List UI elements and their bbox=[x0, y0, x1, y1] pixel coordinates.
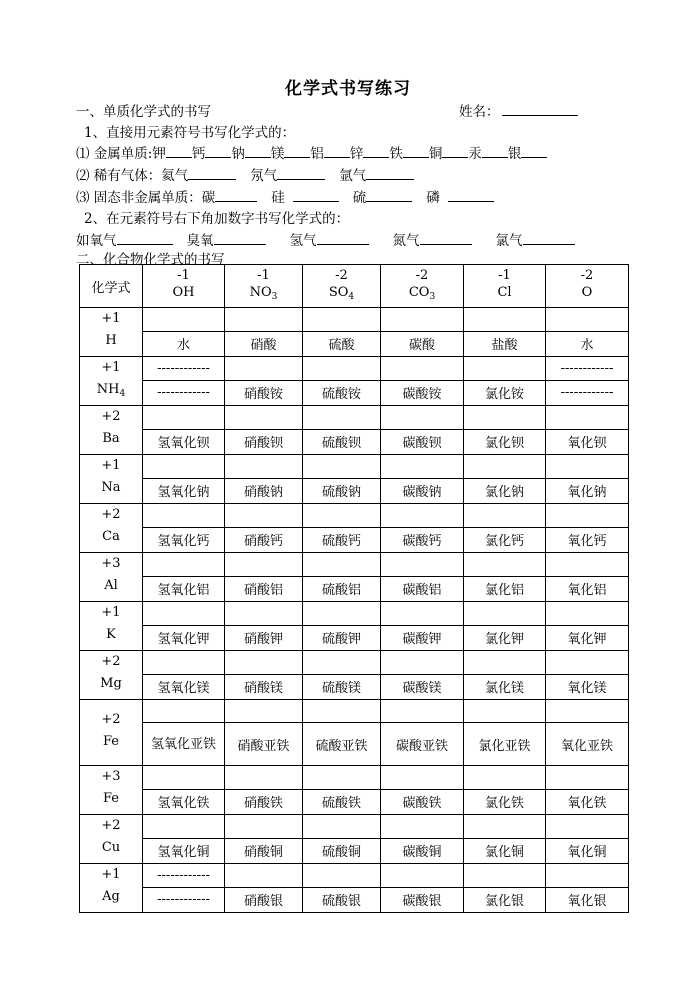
cation-symbol: Na bbox=[101, 480, 121, 495]
formula-answer-cell[interactable] bbox=[381, 553, 464, 577]
compound-name-cell: 碳酸铁 bbox=[381, 789, 464, 814]
compound-name-cell: 硝酸银 bbox=[225, 887, 303, 912]
formula-answer-cell[interactable] bbox=[225, 406, 303, 430]
diatomic-gases-line: 如氧气 臭氧 氢气 氮气 氯气 bbox=[76, 229, 575, 249]
compound-name-cell: 硝酸钡 bbox=[225, 429, 303, 454]
cation-charge: +2 bbox=[101, 818, 121, 833]
compound-name-cell: 硝酸铁 bbox=[225, 789, 303, 814]
cation-charge: +2 bbox=[101, 711, 121, 727]
cation-symbol: Ca bbox=[102, 529, 120, 544]
compound-name-cell: 硫酸 bbox=[303, 331, 381, 356]
compound-name-cell: 氯化铝 bbox=[464, 576, 546, 601]
formula-answer-cell[interactable] bbox=[381, 308, 464, 332]
formula-answer-cell[interactable] bbox=[143, 308, 225, 332]
cation-cell bbox=[80, 651, 143, 700]
compound-name-cell: 碳酸钠 bbox=[381, 478, 464, 503]
metal-prefix: ⑴ 金属单质: bbox=[76, 146, 153, 162]
formula-answer-cell[interactable] bbox=[225, 864, 303, 888]
formula-answer-cell[interactable] bbox=[381, 815, 464, 839]
compound-name-cell: 氯化铵 bbox=[464, 380, 546, 405]
cation-cell bbox=[80, 308, 143, 357]
compound-name-cell: 氧化铜 bbox=[546, 838, 629, 863]
compound-name-cell: 氯化铁 bbox=[464, 789, 546, 814]
cation-charge: +2 bbox=[101, 654, 121, 669]
cation-cell bbox=[80, 553, 143, 602]
formula-answer-cell[interactable] bbox=[225, 308, 303, 332]
formula-answer-cell[interactable] bbox=[143, 602, 225, 626]
nonmetals-line: ⑶ 固态非金属单质：碳 硅 硫 磷 bbox=[76, 186, 494, 206]
formula-answer-cell[interactable] bbox=[464, 651, 546, 675]
compound-name-cell: 氧化钠 bbox=[546, 478, 629, 503]
formula-answer-cell[interactable] bbox=[464, 357, 546, 381]
section1-heading: 一、单质化学式的书写 bbox=[76, 104, 211, 120]
formula-answer-cell[interactable] bbox=[303, 815, 381, 839]
cation-row-bottom bbox=[80, 478, 629, 503]
compound-name-cell: 硫酸铵 bbox=[303, 380, 381, 405]
compound-name-cell: 氢氧化铁 bbox=[143, 789, 225, 814]
cation-charge: +1 bbox=[101, 867, 121, 882]
answer-blank[interactable] bbox=[324, 145, 350, 158]
answer-blank[interactable] bbox=[317, 232, 369, 245]
formula-answer-cell[interactable] bbox=[546, 308, 629, 332]
compound-name-cell: 水 bbox=[143, 331, 225, 356]
metal-item: 钾 bbox=[152, 146, 192, 162]
compound-name-cell: 氯化铜 bbox=[464, 838, 546, 863]
cation-row-bottom bbox=[80, 527, 629, 552]
compound-name-cell: 硝酸亚铁 bbox=[225, 723, 303, 766]
formula-answer-cell[interactable] bbox=[464, 455, 546, 479]
answer-blank[interactable] bbox=[420, 232, 472, 245]
formula-answer-cell[interactable] bbox=[225, 553, 303, 577]
metal-item: 锌 bbox=[350, 146, 390, 162]
cation-symbol: Ba bbox=[102, 431, 120, 446]
anion-header: -1 OH bbox=[143, 265, 225, 308]
answer-blank[interactable] bbox=[366, 167, 414, 180]
metal-item: 钙 bbox=[192, 146, 232, 162]
cation-row-top bbox=[80, 700, 629, 723]
metal-item: 铜 bbox=[429, 146, 469, 162]
cation-cell bbox=[80, 864, 143, 913]
noble-prefix: ⑵ 稀有气体： bbox=[76, 168, 162, 184]
formula-answer-cell[interactable] bbox=[381, 455, 464, 479]
formula-answer-cell[interactable] bbox=[143, 553, 225, 577]
anion-header: -1 Cl bbox=[464, 265, 546, 308]
compound-name-cell: 硝酸钠 bbox=[225, 478, 303, 503]
cation-charge: +1 bbox=[101, 458, 121, 473]
cation-row-top bbox=[80, 864, 629, 888]
compound-name-cell: 氧化银 bbox=[546, 887, 629, 912]
table-header-row bbox=[80, 265, 629, 308]
formula-answer-cell[interactable] bbox=[225, 602, 303, 626]
metal-item: 镁 bbox=[271, 146, 311, 162]
cation-row-bottom bbox=[80, 838, 629, 863]
compound-name-cell: 氯化钙 bbox=[464, 527, 546, 552]
compound-name-cell: 硝酸镁 bbox=[225, 674, 303, 699]
cation-charge: +1 bbox=[101, 311, 121, 326]
cation-cell bbox=[80, 766, 143, 815]
cation-charge: +1 bbox=[101, 605, 121, 620]
compound-name-cell: 硝酸 bbox=[225, 331, 303, 356]
compound-name-cell: 氧化铁 bbox=[546, 789, 629, 814]
compound-name-cell: 氧化钾 bbox=[546, 625, 629, 650]
formula-answer-cell[interactable] bbox=[546, 815, 629, 839]
cation-row-top bbox=[80, 308, 629, 332]
page-title: 化学式书写练习 bbox=[285, 79, 411, 99]
cation-row-top bbox=[80, 651, 629, 675]
cation-row-top bbox=[80, 766, 629, 790]
sub-question-1: 1、直接用元素符号书写化学式的： bbox=[84, 125, 296, 141]
section2-heading: 二、化合物化学式的书写 bbox=[76, 252, 225, 268]
cation-charge: +1 bbox=[101, 360, 121, 375]
cation-cell bbox=[80, 815, 143, 864]
formula-answer-cell[interactable] bbox=[381, 406, 464, 430]
compound-name-cell: 氯化银 bbox=[464, 887, 546, 912]
formula-answer-cell[interactable] bbox=[225, 357, 303, 381]
formula-answer-cell[interactable] bbox=[546, 406, 629, 430]
formula-answer-cell[interactable] bbox=[546, 651, 629, 675]
answer-blank[interactable] bbox=[284, 145, 310, 158]
metal-item: 银 bbox=[508, 146, 548, 162]
compound-name-cell: 硫酸铝 bbox=[303, 576, 381, 601]
metal-item: 铝 bbox=[310, 146, 350, 162]
answer-blank[interactable] bbox=[363, 145, 389, 158]
compound-name-cell: 硫酸钾 bbox=[303, 625, 381, 650]
answer-blank[interactable] bbox=[188, 167, 236, 180]
answer-blank[interactable] bbox=[117, 232, 173, 245]
cation-row-top bbox=[80, 357, 629, 381]
compound-name-cell: 氢氧化钾 bbox=[143, 625, 225, 650]
compound-name-cell: ------------ bbox=[546, 380, 629, 405]
formula-answer-cell[interactable] bbox=[303, 864, 381, 888]
compound-name-cell: 氯化钾 bbox=[464, 625, 546, 650]
cation-row-bottom bbox=[80, 723, 629, 766]
cation-row-bottom bbox=[80, 674, 629, 699]
cation-symbol: Ag bbox=[102, 889, 120, 904]
cation-charge: +3 bbox=[101, 556, 121, 571]
compound-name-cell: 硫酸铁 bbox=[303, 789, 381, 814]
formula-answer-cell[interactable] bbox=[381, 700, 464, 723]
formula-answer-cell[interactable] bbox=[381, 864, 464, 888]
formula-answer-cell[interactable] bbox=[303, 651, 381, 675]
formula-answer-cell[interactable] bbox=[464, 864, 546, 888]
compound-name-cell: 硝酸铝 bbox=[225, 576, 303, 601]
compound-name-cell: 氢氧化钡 bbox=[143, 429, 225, 454]
formula-answer-cell[interactable] bbox=[464, 602, 546, 626]
compound-name-cell: 硝酸铜 bbox=[225, 838, 303, 863]
cation-symbol: K bbox=[106, 627, 116, 642]
formula-answer-cell[interactable] bbox=[546, 504, 629, 528]
compound-name-cell: 硫酸钙 bbox=[303, 527, 381, 552]
compound-name-cell: 碳酸镁 bbox=[381, 674, 464, 699]
formula-answer-cell[interactable] bbox=[143, 455, 225, 479]
answer-blank[interactable] bbox=[521, 145, 547, 158]
formula-answer-cell[interactable] bbox=[464, 553, 546, 577]
cation-cell bbox=[80, 357, 143, 406]
compound-name-cell: 氧化铝 bbox=[546, 576, 629, 601]
cation-cell bbox=[80, 700, 143, 766]
compound-name-cell: 氢氧化铝 bbox=[143, 576, 225, 601]
formula-answer-cell[interactable] bbox=[381, 602, 464, 626]
formula-answer-cell[interactable] bbox=[303, 504, 381, 528]
formula-answer-cell[interactable] bbox=[546, 864, 629, 888]
compound-name-cell: 碳酸铜 bbox=[381, 838, 464, 863]
cation-charge: +2 bbox=[101, 409, 121, 424]
formula-answer-cell[interactable] bbox=[225, 815, 303, 839]
compound-name-cell: 硝酸钙 bbox=[225, 527, 303, 552]
formula-answer-cell[interactable] bbox=[464, 504, 546, 528]
compound-name-cell: 碳酸钙 bbox=[381, 527, 464, 552]
corner-cell: 化学式 bbox=[80, 265, 143, 308]
compound-name-cell: 硫酸镁 bbox=[303, 674, 381, 699]
cation-row-bottom bbox=[80, 331, 629, 356]
compound-name-cell: 水 bbox=[546, 331, 629, 356]
answer-blank[interactable] bbox=[245, 145, 271, 158]
cation-cell bbox=[80, 504, 143, 553]
formula-answer-cell[interactable] bbox=[225, 651, 303, 675]
compound-name-cell: 硫酸钠 bbox=[303, 478, 381, 503]
formula-answer-cell[interactable] bbox=[546, 455, 629, 479]
cation-charge: +3 bbox=[101, 769, 121, 784]
answer-blank[interactable] bbox=[166, 145, 192, 158]
cation-cell bbox=[80, 455, 143, 504]
cation-row-top bbox=[80, 455, 629, 479]
cation-symbol: Mg bbox=[100, 676, 122, 691]
formula-answer-cell[interactable] bbox=[381, 651, 464, 675]
metal-item: 汞 bbox=[468, 146, 508, 162]
cation-row-bottom bbox=[80, 576, 629, 601]
compound-name-cell: 氯化镁 bbox=[464, 674, 546, 699]
cation-row-bottom bbox=[80, 380, 629, 405]
compound-name-cell: 硫酸钡 bbox=[303, 429, 381, 454]
compound-name-cell: 硝酸钾 bbox=[225, 625, 303, 650]
cation-symbol: Fe bbox=[102, 791, 119, 806]
formula-answer-cell[interactable] bbox=[303, 308, 381, 332]
compound-name-cell: 氧化钙 bbox=[546, 527, 629, 552]
cation-row-bottom bbox=[80, 429, 629, 454]
formula-answer-cell[interactable] bbox=[546, 602, 629, 626]
compound-name-cell: 氢氧化钙 bbox=[143, 527, 225, 552]
formula-answer-cell[interactable] bbox=[381, 504, 464, 528]
formula-answer-cell[interactable] bbox=[143, 815, 225, 839]
cation-row-top bbox=[80, 815, 629, 839]
answer-blank[interactable] bbox=[205, 145, 231, 158]
answer-blank[interactable] bbox=[482, 145, 508, 158]
formula-answer-cell[interactable] bbox=[381, 766, 464, 790]
formula-answer-cell[interactable]: ------------ bbox=[143, 357, 225, 381]
formula-answer-cell[interactable] bbox=[143, 406, 225, 430]
compound-name-cell: 碳酸铵 bbox=[381, 380, 464, 405]
sub-question-2: 2、在元素符号右下角加数字书写化学式的： bbox=[84, 211, 350, 227]
formula-answer-cell[interactable] bbox=[225, 700, 303, 723]
compound-name-cell: 氯化钡 bbox=[464, 429, 546, 454]
compound-name-cell: 硫酸银 bbox=[303, 887, 381, 912]
formula-answer-cell[interactable] bbox=[303, 406, 381, 430]
compound-name-cell: 氯化钠 bbox=[464, 478, 546, 503]
compound-name-cell: 碳酸 bbox=[381, 331, 464, 356]
compound-name-cell: 碳酸铝 bbox=[381, 576, 464, 601]
formula-answer-cell[interactable] bbox=[464, 406, 546, 430]
compound-name-cell: 碳酸钾 bbox=[381, 625, 464, 650]
formula-answer-cell[interactable] bbox=[303, 602, 381, 626]
formula-answer-cell[interactable] bbox=[303, 700, 381, 723]
formula-answer-cell[interactable] bbox=[225, 455, 303, 479]
formula-answer-cell[interactable] bbox=[546, 553, 629, 577]
formula-answer-cell[interactable] bbox=[464, 308, 546, 332]
compound-name-cell: 氢氧化亚铁 bbox=[143, 723, 225, 766]
compound-name-cell: 氢氧化镁 bbox=[143, 674, 225, 699]
cation-symbol: H bbox=[105, 333, 117, 348]
compound-name-cell: 硫酸铜 bbox=[303, 838, 381, 863]
answer-blank[interactable] bbox=[293, 189, 339, 202]
cation-row-top bbox=[80, 553, 629, 577]
answer-blank[interactable] bbox=[366, 189, 412, 202]
compound-name-cell: ------------ bbox=[143, 380, 225, 405]
compound-name-cell: 氯化亚铁 bbox=[464, 723, 546, 766]
cation-row-bottom bbox=[80, 789, 629, 814]
formula-answer-cell[interactable] bbox=[546, 766, 629, 790]
formula-answer-cell[interactable] bbox=[143, 766, 225, 790]
formula-answer-cell[interactable] bbox=[303, 455, 381, 479]
answer-blank[interactable] bbox=[277, 167, 325, 180]
cation-charge: +2 bbox=[101, 507, 121, 522]
cation-symbol: Fe bbox=[102, 733, 119, 749]
anion-header: -1 $NO_3$ bbox=[225, 265, 303, 308]
formula-answer-cell[interactable]: ------------ bbox=[546, 357, 629, 381]
compound-name-cell: 氧化亚铁 bbox=[546, 723, 629, 766]
noble-gases-line: ⑵ 稀有气体：氦气 氖气 氩气 bbox=[76, 164, 414, 184]
formula-answer-cell[interactable] bbox=[225, 766, 303, 790]
anion-header: -2 O bbox=[546, 265, 629, 308]
compound-name-cell: 硝酸铵 bbox=[225, 380, 303, 405]
compound-name-cell: 碳酸钡 bbox=[381, 429, 464, 454]
answer-blank[interactable] bbox=[403, 145, 429, 158]
answer-blank[interactable] bbox=[215, 189, 257, 202]
anion-header: -2 $SO_4$ bbox=[303, 265, 381, 308]
compound-name-cell: 硫酸亚铁 bbox=[303, 723, 381, 766]
name-field-group bbox=[459, 100, 578, 120]
answer-blank[interactable] bbox=[214, 232, 266, 245]
cation-cell bbox=[80, 602, 143, 651]
compound-name-cell: 盐酸 bbox=[464, 331, 546, 356]
compound-name-cell: 氧化镁 bbox=[546, 674, 629, 699]
compound-name-cell: 氢氧化铜 bbox=[143, 838, 225, 863]
name-label: 姓名： bbox=[459, 104, 500, 120]
cation-cell bbox=[80, 406, 143, 455]
cation-row-bottom bbox=[80, 887, 629, 912]
anion-header: -2 $CO_3$ bbox=[381, 265, 464, 308]
cation-symbol: $NH_4$ bbox=[96, 382, 126, 399]
answer-blank[interactable] bbox=[442, 145, 468, 158]
formula-answer-cell[interactable] bbox=[303, 553, 381, 577]
formula-answer-cell[interactable] bbox=[225, 504, 303, 528]
formula-answer-cell[interactable] bbox=[303, 766, 381, 790]
formula-answer-cell[interactable] bbox=[143, 700, 225, 723]
formula-answer-cell[interactable] bbox=[464, 815, 546, 839]
compound-name-cell: 氢氧化钠 bbox=[143, 478, 225, 503]
formula-answer-cell[interactable] bbox=[464, 700, 546, 723]
cation-row-top bbox=[80, 406, 629, 430]
metal-item: 铁 bbox=[389, 146, 429, 162]
cation-symbol: Cu bbox=[101, 840, 121, 855]
nonmetal-prefix: ⑶ 固态非金属单质： bbox=[76, 190, 202, 206]
formula-answer-cell[interactable] bbox=[143, 651, 225, 675]
cation-row-top bbox=[80, 504, 629, 528]
cation-symbol: Al bbox=[104, 578, 118, 593]
formula-answer-cell[interactable] bbox=[381, 357, 464, 381]
formula-answer-cell[interactable] bbox=[546, 700, 629, 723]
formula-answer-cell[interactable] bbox=[303, 357, 381, 381]
answer-blank[interactable] bbox=[448, 189, 494, 202]
cation-row-top bbox=[80, 602, 629, 626]
metal-elements-line bbox=[76, 142, 547, 162]
metal-item: 钠 bbox=[231, 146, 271, 162]
formula-answer-cell[interactable]: ------------ bbox=[143, 864, 225, 888]
compound-name-cell: 碳酸银 bbox=[381, 887, 464, 912]
name-input-line[interactable] bbox=[502, 103, 578, 116]
compound-name-cell: 氧化钡 bbox=[546, 429, 629, 454]
compound-table bbox=[79, 264, 629, 913]
cation-row-bottom bbox=[80, 625, 629, 650]
formula-answer-cell[interactable] bbox=[143, 504, 225, 528]
compound-name-cell: 碳酸亚铁 bbox=[381, 723, 464, 766]
formula-answer-cell[interactable] bbox=[464, 766, 546, 790]
compound-name-cell: ------------ bbox=[143, 887, 225, 912]
answer-blank[interactable] bbox=[523, 232, 575, 245]
